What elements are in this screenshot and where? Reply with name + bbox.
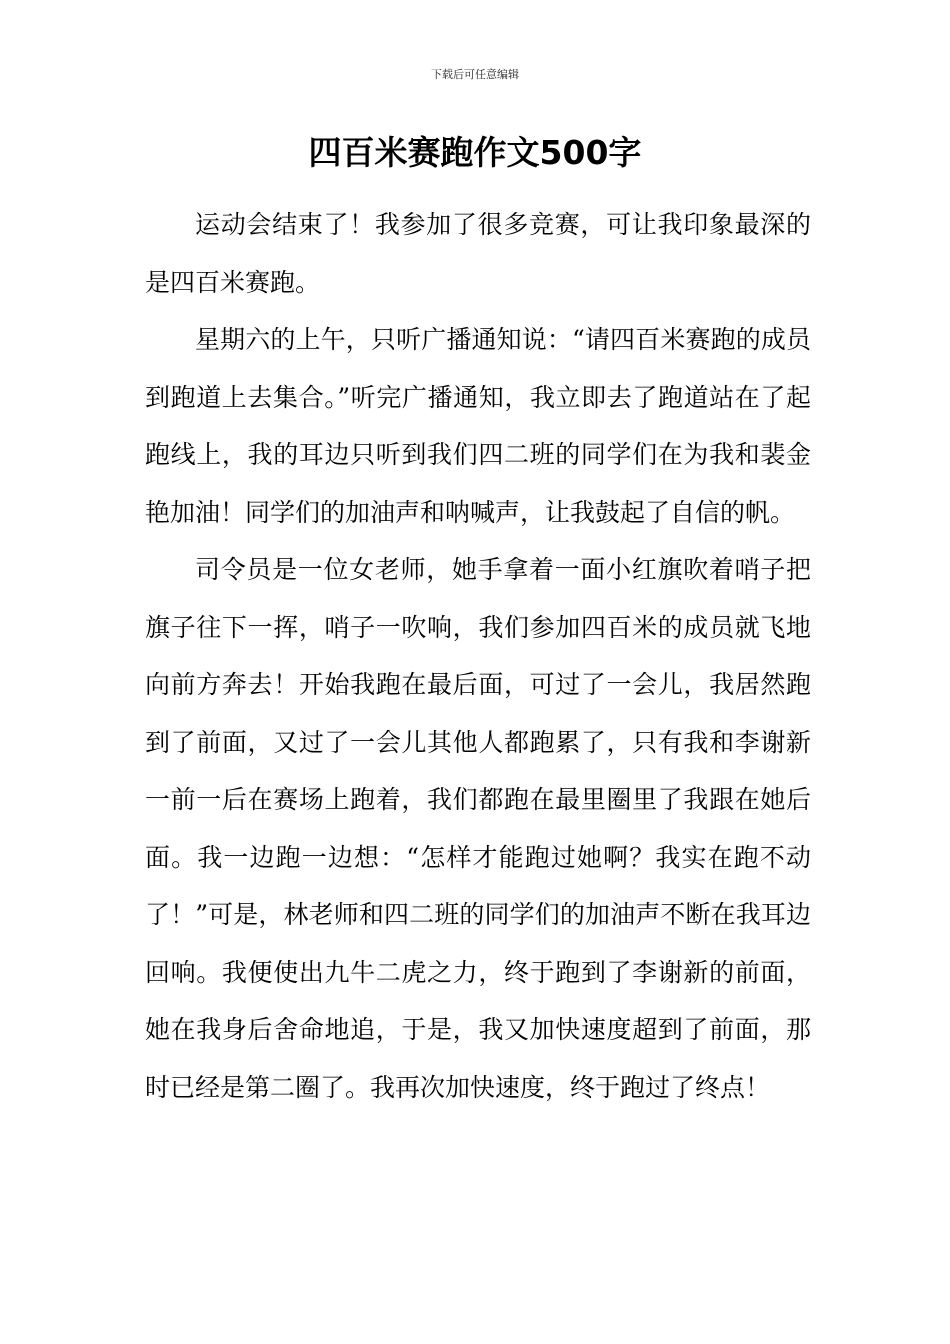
paragraph: 司令员是一位女老师，她手拿着一面小红旗吹着哨子把旗子往下一挥，哨子一吹响，我们参加四百米的成员就飞地向前方奔去！开始我跑在最后面，可过了一会儿，我居然跑到了前面，又过了一会儿其他人都跑累了，只有我和李谢新一前一后在赛场上跑着，我们都跑在最里圈里了我跟在她后面。我一边跑一边想：“怎样才能跑过她啊？我实在跑不动了！”可是，林老师和四二班的同学们的加油声不断在我耳边回响。我便使出九牛二虎之力，终于跑到了李谢新的前面，她在我身后舍命地追，于是，我又加快速度超到了前面，那时已经是第二圈了。我再次加快速度，终于跑过了终点！ — [145, 555, 811, 1102]
paragraph: 运动会结束了！我参加了很多竞赛，可让我印象最深的是四百米赛跑。 — [145, 210, 811, 297]
document-title: 四百米赛跑作文500字 — [308, 133, 642, 172]
paragraph: 星期六的上午，只听广播通知说：“请四百米赛跑的成员到跑道上去集合。”听完广播通知，我立即去了跑道站在了起跑线上，我的耳边只听到我们四二班的同学们在为我和裴金艳加油！同学们的加油声和呐喊声，让我鼓起了自信的帆。 — [145, 325, 811, 527]
page-header-note: 下载后可任意编辑 — [431, 68, 519, 81]
document-body — [145, 196, 811, 1116]
